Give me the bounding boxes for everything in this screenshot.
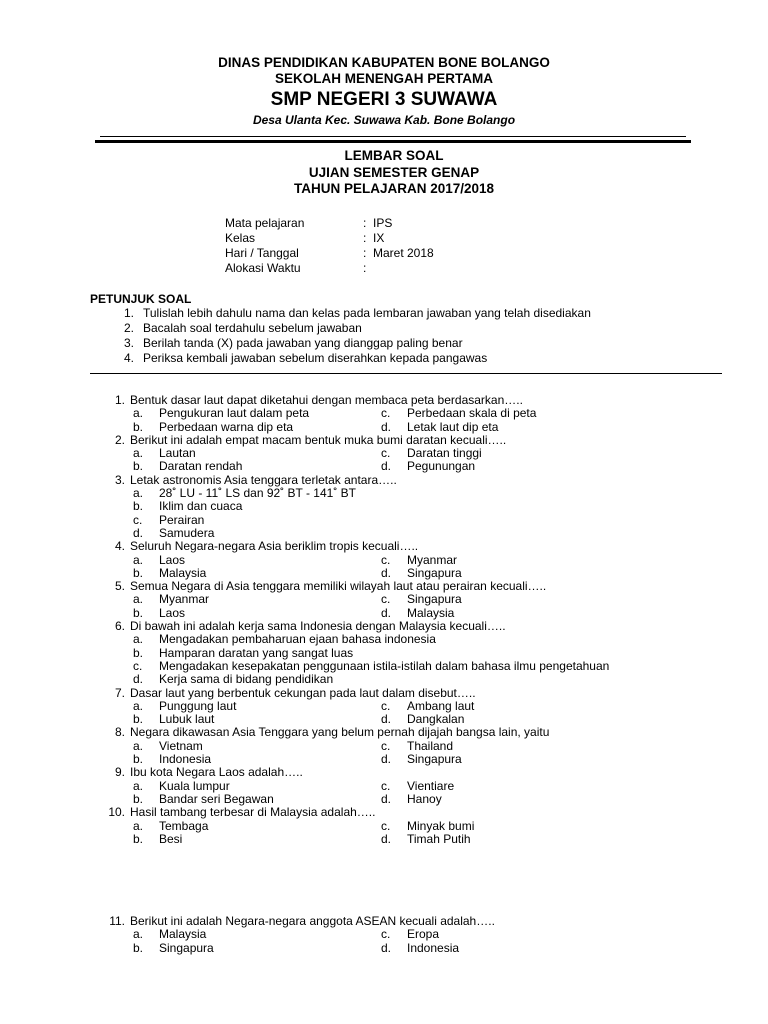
instruction-item bbox=[90, 321, 591, 336]
info-label: Kelas bbox=[225, 231, 256, 245]
option-d: Kerja sama di bidang pendidikan bbox=[159, 672, 334, 687]
question-number: 1. bbox=[114, 393, 125, 407]
question-text: Berikut ini adalah Negara-negara anggota ASEAN kecuali adalah….. bbox=[130, 914, 495, 929]
option-b: Daratan rendah bbox=[159, 459, 243, 474]
question-number: 5. bbox=[114, 579, 125, 594]
option-a: Mengadakan pembaharuan ejaan bahasa indonesia bbox=[159, 632, 436, 647]
option-a: Laos bbox=[159, 552, 186, 567]
option-c: Perbedaan skala di peta bbox=[407, 406, 537, 421]
info-row bbox=[225, 231, 434, 246]
info-label: Hari / Tanggal bbox=[225, 246, 299, 260]
option-a: Punggung laut bbox=[159, 698, 237, 713]
question-number: 6. bbox=[114, 619, 125, 634]
exam-info bbox=[225, 216, 434, 276]
option-d: Letak laut dip eta bbox=[407, 419, 499, 434]
instruction-text: Tulislah lebih dahulu nama dan kelas pada lembaran jawaban yang telah disediakan bbox=[143, 306, 591, 320]
info-value: IPS bbox=[373, 216, 393, 230]
option-c: Minyak bumi bbox=[407, 818, 475, 833]
info-row bbox=[225, 261, 434, 276]
question-item: 4. Seluruh Negara-negara Asia beriklim tropis kecuali….. a. Laos c. Myanmar b. Malaysia d. Singapura bbox=[0, 540, 768, 580]
option-a: Vietnam bbox=[159, 738, 203, 753]
option-a: Malaysia bbox=[159, 927, 207, 942]
instructions-title: PETUNJUK SOAL bbox=[90, 292, 192, 306]
info-colon: : bbox=[363, 246, 367, 260]
info-row bbox=[225, 246, 434, 261]
instructions bbox=[90, 292, 591, 366]
question-text: Ibu kota Negara Laos adalah….. bbox=[130, 765, 303, 780]
question-item: 3. Letak astronomis Asia tenggara terletak antara….. a. 28˚ LU - 11˚ LS dan 92˚ BT - 141˚ BT b. Iklim dan cuaca c. Perairan d. Samudera bbox=[0, 474, 768, 540]
question-item: 5. Semua Negara di Asia tenggara memiliki wilayah laut atau perairan kecuali….. a. Myanmar c. Singapura b. Laos d. Malaysia bbox=[0, 580, 768, 620]
option-c: Thailand bbox=[407, 738, 454, 753]
page-gap bbox=[0, 846, 768, 915]
option-c: Vientiare bbox=[407, 778, 455, 793]
option-d: Malaysia bbox=[407, 605, 455, 620]
question-item: 6. Di bawah ini adalah kerja sama Indonesia dengan Malaysia kecuali….. a. Mengadakan pembaharuan ejaan bahasa indonesia b. Hamparan daratan yang sangat luas c. Mengadakan kesepakatan penggunaan istila-istilah dalam bahasa ilmu pengetahuan d. Kerja sama di bidang pendidikan bbox=[0, 620, 768, 686]
question-number: 8. bbox=[114, 725, 125, 740]
option-b: Indonesia bbox=[159, 752, 212, 767]
question-number: 11. bbox=[109, 914, 125, 929]
question-text: Seluruh Negara-negara Asia beriklim tropis kecuali….. bbox=[130, 539, 419, 554]
option-c: Eropa bbox=[407, 927, 440, 942]
option-b: Besi bbox=[159, 831, 183, 846]
section-divider bbox=[90, 373, 722, 374]
title-line-3: TAHUN PELAJARAN 2017/2018 bbox=[293, 181, 495, 196]
question-text: Letak astronomis Asia tenggara terletak antara….. bbox=[130, 472, 397, 487]
instruction-number: 2. bbox=[123, 321, 134, 335]
option-a: Tembaga bbox=[159, 818, 209, 833]
option-d: Dangkalan bbox=[407, 712, 465, 727]
option-d: Hanoy bbox=[407, 791, 442, 806]
option-d: Timah Putih bbox=[407, 831, 471, 846]
question-text: Semua Negara di Asia tenggara memiliki wilayah laut atau perairan kecuali….. bbox=[130, 579, 547, 594]
option-d: Singapura bbox=[407, 752, 462, 767]
option-d: Samudera bbox=[159, 525, 215, 540]
option-b: Bandar seri Begawan bbox=[159, 791, 274, 806]
title-line-2: UJIAN SEMESTER GENAP bbox=[308, 164, 480, 180]
question-number: 9. bbox=[114, 765, 125, 780]
question-item: 10. Hasil tambang terbesar di Malaysia adalah….. a. Tembaga c. Minyak bumi b. Besi d. Timah Putih bbox=[0, 806, 768, 846]
info-colon: : bbox=[363, 216, 367, 230]
question-item: 8. Negara dikawasan Asia Tenggara yang belum pernah dijajah bangsa lain, yaitu a. Vietnam c. Thailand b. Indonesia d. Singapura bbox=[0, 726, 768, 766]
question-item: 1. Bentuk dasar laut dapat diketahui dengan membaca peta berdasarkan….. a. Pengukuran laut dalam peta c. Perbedaan skala di peta b. Perbedaan warna dip eta d. Letak laut dip eta bbox=[0, 394, 768, 434]
instruction-item bbox=[90, 336, 591, 351]
exam-title bbox=[0, 148, 768, 198]
option-b: Malaysia bbox=[159, 565, 207, 580]
info-value: IX bbox=[373, 231, 385, 245]
question-text: Bentuk dasar laut dapat diketahui dengan membaca peta berdasarkan….. bbox=[130, 393, 523, 407]
info-colon: : bbox=[363, 261, 367, 275]
info-row bbox=[225, 216, 434, 231]
option-d: Indonesia bbox=[407, 940, 460, 955]
instruction-number: 3. bbox=[123, 336, 134, 350]
instruction-text: Bacalah soal terdahulu sebelum jawaban bbox=[143, 321, 362, 335]
agency-name: DINAS PENDIDIKAN KABUPATEN BONE BOLANGO bbox=[218, 55, 550, 70]
question-text: Negara dikawasan Asia Tenggara yang belum pernah dijajah bangsa lain, yaitu bbox=[130, 725, 550, 740]
question-number: 7. bbox=[114, 685, 125, 700]
instruction-number: 1. bbox=[123, 306, 134, 320]
letterhead-rule-thin bbox=[100, 136, 686, 137]
option-b: Lubuk laut bbox=[159, 712, 215, 727]
question-list bbox=[0, 394, 768, 955]
instruction-text: Berilah tanda (X) pada jawaban yang dianggap paling benar bbox=[143, 336, 463, 350]
info-colon: : bbox=[363, 231, 367, 245]
question-text: Berikut ini adalah empat macam bentuk muka bumi daratan kecuali….. bbox=[130, 432, 507, 447]
question-item: 11. Berikut ini adalah Negara-negara anggota ASEAN kecuali adalah….. a. Malaysia c. Eropa b. Singapura d. Indonesia bbox=[0, 915, 768, 955]
school-level: SEKOLAH MENENGAH PERTAMA bbox=[274, 71, 493, 86]
letterhead bbox=[0, 55, 768, 128]
info-label: Alokasi Waktu bbox=[225, 261, 301, 275]
option-c: Perairan bbox=[159, 512, 205, 527]
info-value: Maret 2018 bbox=[373, 246, 434, 260]
option-d: Pegunungan bbox=[407, 459, 476, 474]
school-address: Desa Ulanta Kec. Suwawa Kab. Bone Bolango bbox=[252, 113, 516, 127]
info-label: Mata pelajaran bbox=[225, 216, 305, 230]
title-line-1: LEMBAR SOAL bbox=[344, 148, 444, 163]
question-item: 7. Dasar laut yang berbentuk cekungan pada laut dalam disebut….. a. Punggung laut c. Ambang laut b. Lubuk laut d. Dangkalan bbox=[0, 687, 768, 727]
option-a: Kuala lumpur bbox=[159, 778, 230, 793]
option-a: Pengukuran laut dalam peta bbox=[159, 406, 310, 421]
question-text: Hasil tambang terbesar di Malaysia adalah….. bbox=[130, 805, 376, 820]
option-b: Laos bbox=[159, 605, 186, 620]
instruction-item bbox=[90, 306, 591, 321]
instruction-item bbox=[90, 351, 591, 366]
option-c: Mengadakan kesepakatan penggunaan istila-istilah dalam bahasa ilmu pengetahuan bbox=[159, 658, 610, 673]
option-c: Myanmar bbox=[407, 552, 458, 567]
question-number: 10. bbox=[108, 805, 125, 820]
option-b: Singapura bbox=[159, 940, 214, 955]
option-a: 28˚ LU - 11˚ LS dan 92˚ BT - 141˚ BT bbox=[159, 486, 356, 501]
option-c: Daratan tinggi bbox=[407, 446, 482, 461]
question-item: 9. Ibu kota Negara Laos adalah….. a. Kuala lumpur c. Vientiare b. Bandar seri Begawan d. Hanoy bbox=[0, 766, 768, 806]
question-text: Dasar laut yang berbentuk cekungan pada laut dalam disebut….. bbox=[130, 685, 476, 700]
instruction-text: Periksa kembali jawaban sebelum diserahkan kepada pangawas bbox=[143, 351, 488, 365]
option-c: Ambang laut bbox=[407, 698, 475, 713]
school-name: SMP NEGERI 3 SUWAWA bbox=[270, 89, 498, 110]
question-item: 2. Berikut ini adalah empat macam bentuk muka bumi daratan kecuali….. a. Lautan c. Daratan tinggi b. Daratan rendah d. Pegunungan bbox=[0, 434, 768, 474]
option-b: Perbedaan warna dip eta bbox=[159, 419, 294, 434]
option-b: Hamparan daratan yang sangat luas bbox=[159, 645, 354, 660]
question-text: Di bawah ini adalah kerja sama Indonesia dengan Malaysia kecuali….. bbox=[130, 619, 506, 634]
option-a: Myanmar bbox=[159, 592, 210, 607]
question-number: 4. bbox=[114, 539, 125, 554]
question-number: 2. bbox=[114, 432, 125, 447]
option-b: Iklim dan cuaca bbox=[159, 499, 243, 514]
question-number: 3. bbox=[114, 472, 125, 487]
option-a: Lautan bbox=[159, 446, 196, 461]
letterhead-rule-thick bbox=[95, 140, 691, 143]
option-d: Singapura bbox=[407, 565, 462, 580]
instruction-number: 4. bbox=[123, 351, 134, 365]
option-c: Singapura bbox=[407, 592, 462, 607]
